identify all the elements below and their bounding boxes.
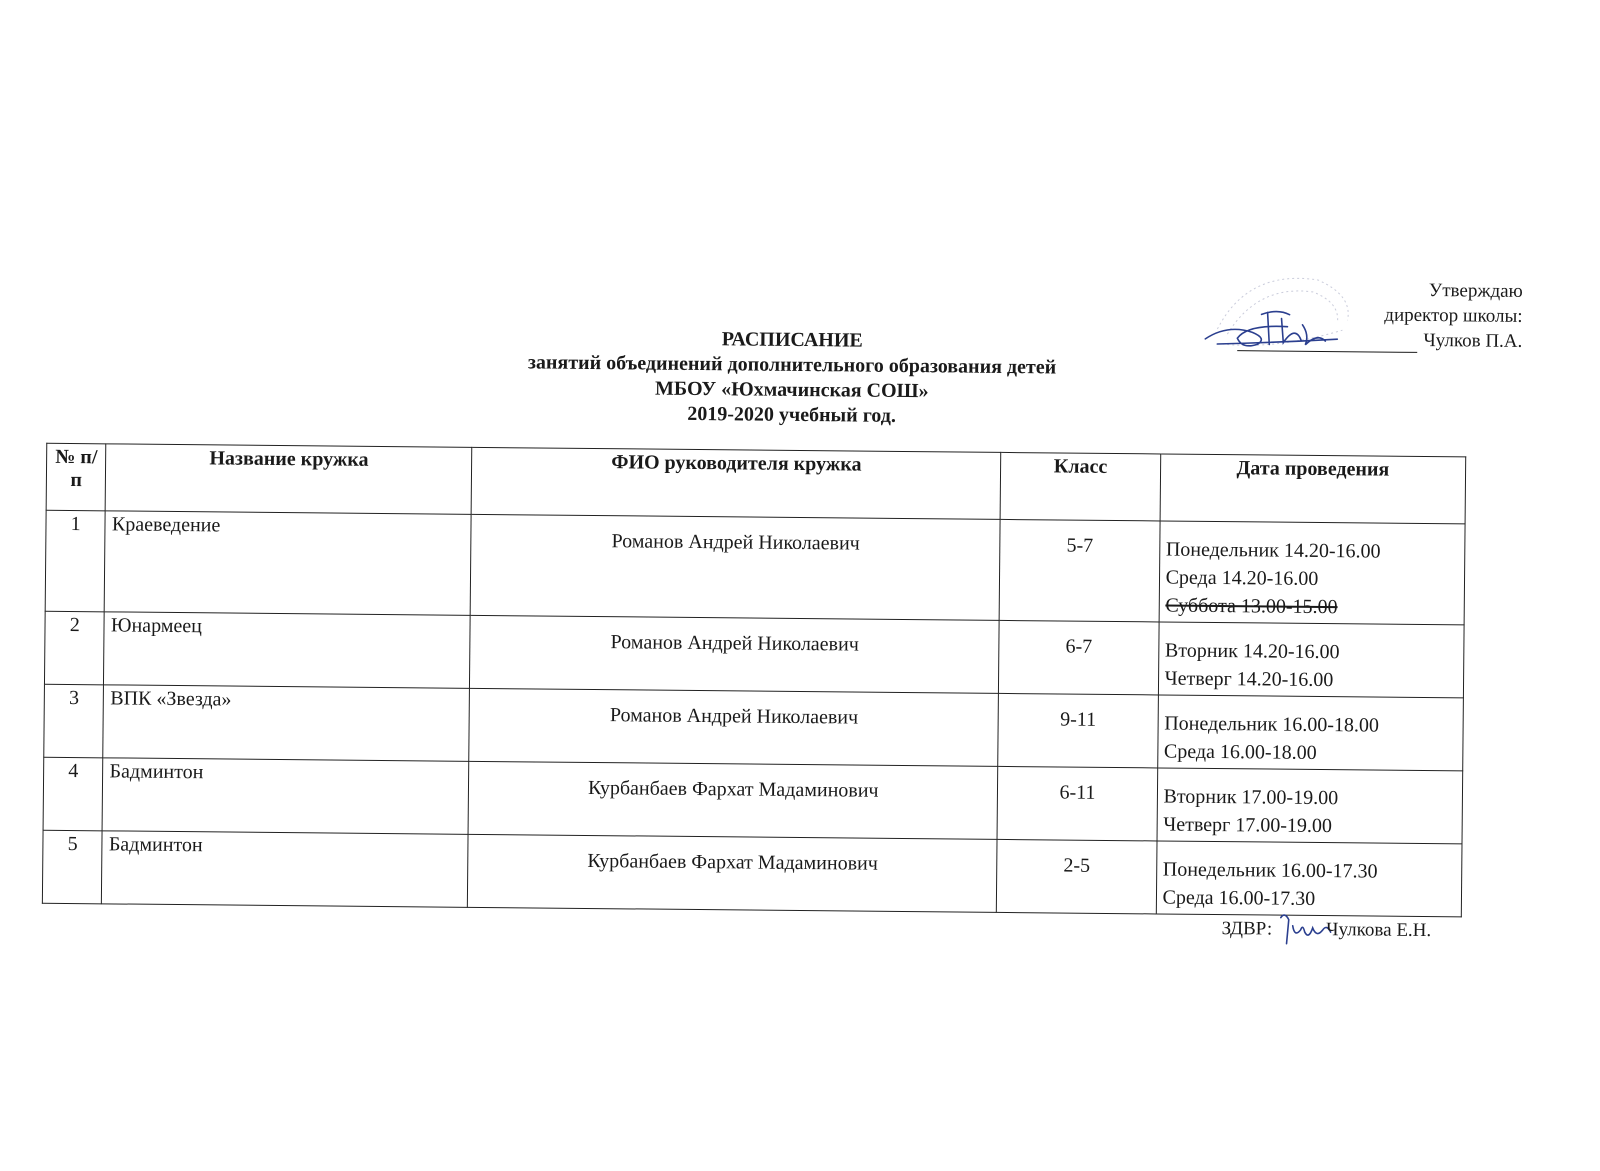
row-grade: 9-11 xyxy=(998,693,1158,768)
title-school: МБОУ «Юхмачинская СОШ» xyxy=(654,377,929,403)
row-dates xyxy=(1158,622,1464,698)
row-leader: Курбанбаев Фархат Мадаминович xyxy=(468,834,998,912)
row-num: 4 xyxy=(43,757,103,831)
row-grade: 5-7 xyxy=(999,519,1159,622)
row-dates xyxy=(1156,841,1462,917)
approval-position: директор школы: xyxy=(1384,304,1523,327)
header-name: Название кружка xyxy=(106,444,472,515)
document-title xyxy=(381,324,1202,432)
title-year: 2019-2020 учебный год. xyxy=(687,402,896,427)
row-dates xyxy=(1157,695,1463,771)
row-leader: Романов Андрей Николаевич xyxy=(470,514,1000,620)
deputy-name: Чулкова Е.Н. xyxy=(1326,919,1432,942)
header-leader: ФИО руководителя кружка xyxy=(471,447,1001,519)
date-line: Среда 16.00-18.00 xyxy=(1163,740,1317,764)
date-line-struck: Суббота 13.00-15.00 xyxy=(1165,594,1338,619)
row-club-name: ВПК «Звезда» xyxy=(103,685,470,762)
row-club-name: Юнармеец xyxy=(104,612,471,689)
header-num: № п/п xyxy=(46,443,106,511)
row-dates xyxy=(1157,768,1463,844)
date-line: Четверг 17.00-19.00 xyxy=(1163,813,1333,838)
header-date: Дата проведения xyxy=(1160,454,1466,524)
deputy-signature-block xyxy=(1221,909,1431,951)
row-grade: 6-11 xyxy=(997,766,1157,841)
table-row xyxy=(44,611,1464,698)
header-grade: Класс xyxy=(1000,452,1160,521)
table-row xyxy=(43,757,1463,844)
row-club-name: Краеведение xyxy=(105,511,472,616)
title-subtitle: занятий объединений дополнительного образования детей xyxy=(527,351,1057,379)
row-grade: 2-5 xyxy=(997,839,1157,914)
row-num: 2 xyxy=(44,611,104,685)
director-name: Чулков П.А. xyxy=(1423,329,1523,352)
schedule-table xyxy=(42,443,1466,918)
row-grade: 6-7 xyxy=(999,620,1159,695)
row-leader: Романов Андрей Николаевич xyxy=(470,615,1000,693)
date-line: Среда 16.00-17.30 xyxy=(1162,886,1316,910)
date-line: Понедельник 16.00-18.00 xyxy=(1164,712,1380,737)
date-line: Среда 14.20-16.00 xyxy=(1165,566,1319,590)
date-line: Понедельник 16.00-17.30 xyxy=(1162,858,1378,883)
row-num: 1 xyxy=(45,510,105,612)
table-row xyxy=(44,684,1464,771)
date-line: Вторник 17.00-19.00 xyxy=(1163,785,1339,810)
date-line: Понедельник 14.20-16.00 xyxy=(1165,538,1381,563)
director-signature xyxy=(1197,294,1368,356)
approval-heading: Утверждаю xyxy=(1428,280,1523,302)
row-club-name: Бадминтон xyxy=(103,758,470,835)
date-line: Четверг 14.20-16.00 xyxy=(1164,667,1334,692)
row-leader: Курбанбаев Фархат Мадаминович xyxy=(468,761,998,839)
row-dates xyxy=(1159,521,1465,625)
table-row xyxy=(45,510,1465,625)
row-num: 5 xyxy=(42,830,102,904)
table-row xyxy=(42,830,1462,917)
title-heading: РАСПИСАНИЕ xyxy=(721,328,863,352)
date-line: Вторник 14.20-16.00 xyxy=(1164,639,1340,664)
row-leader: Романов Андрей Николаевич xyxy=(469,688,999,766)
deputy-label: ЗДВР: xyxy=(1221,918,1273,940)
row-club-name: Бадминтон xyxy=(102,831,469,908)
row-num: 3 xyxy=(44,684,104,758)
